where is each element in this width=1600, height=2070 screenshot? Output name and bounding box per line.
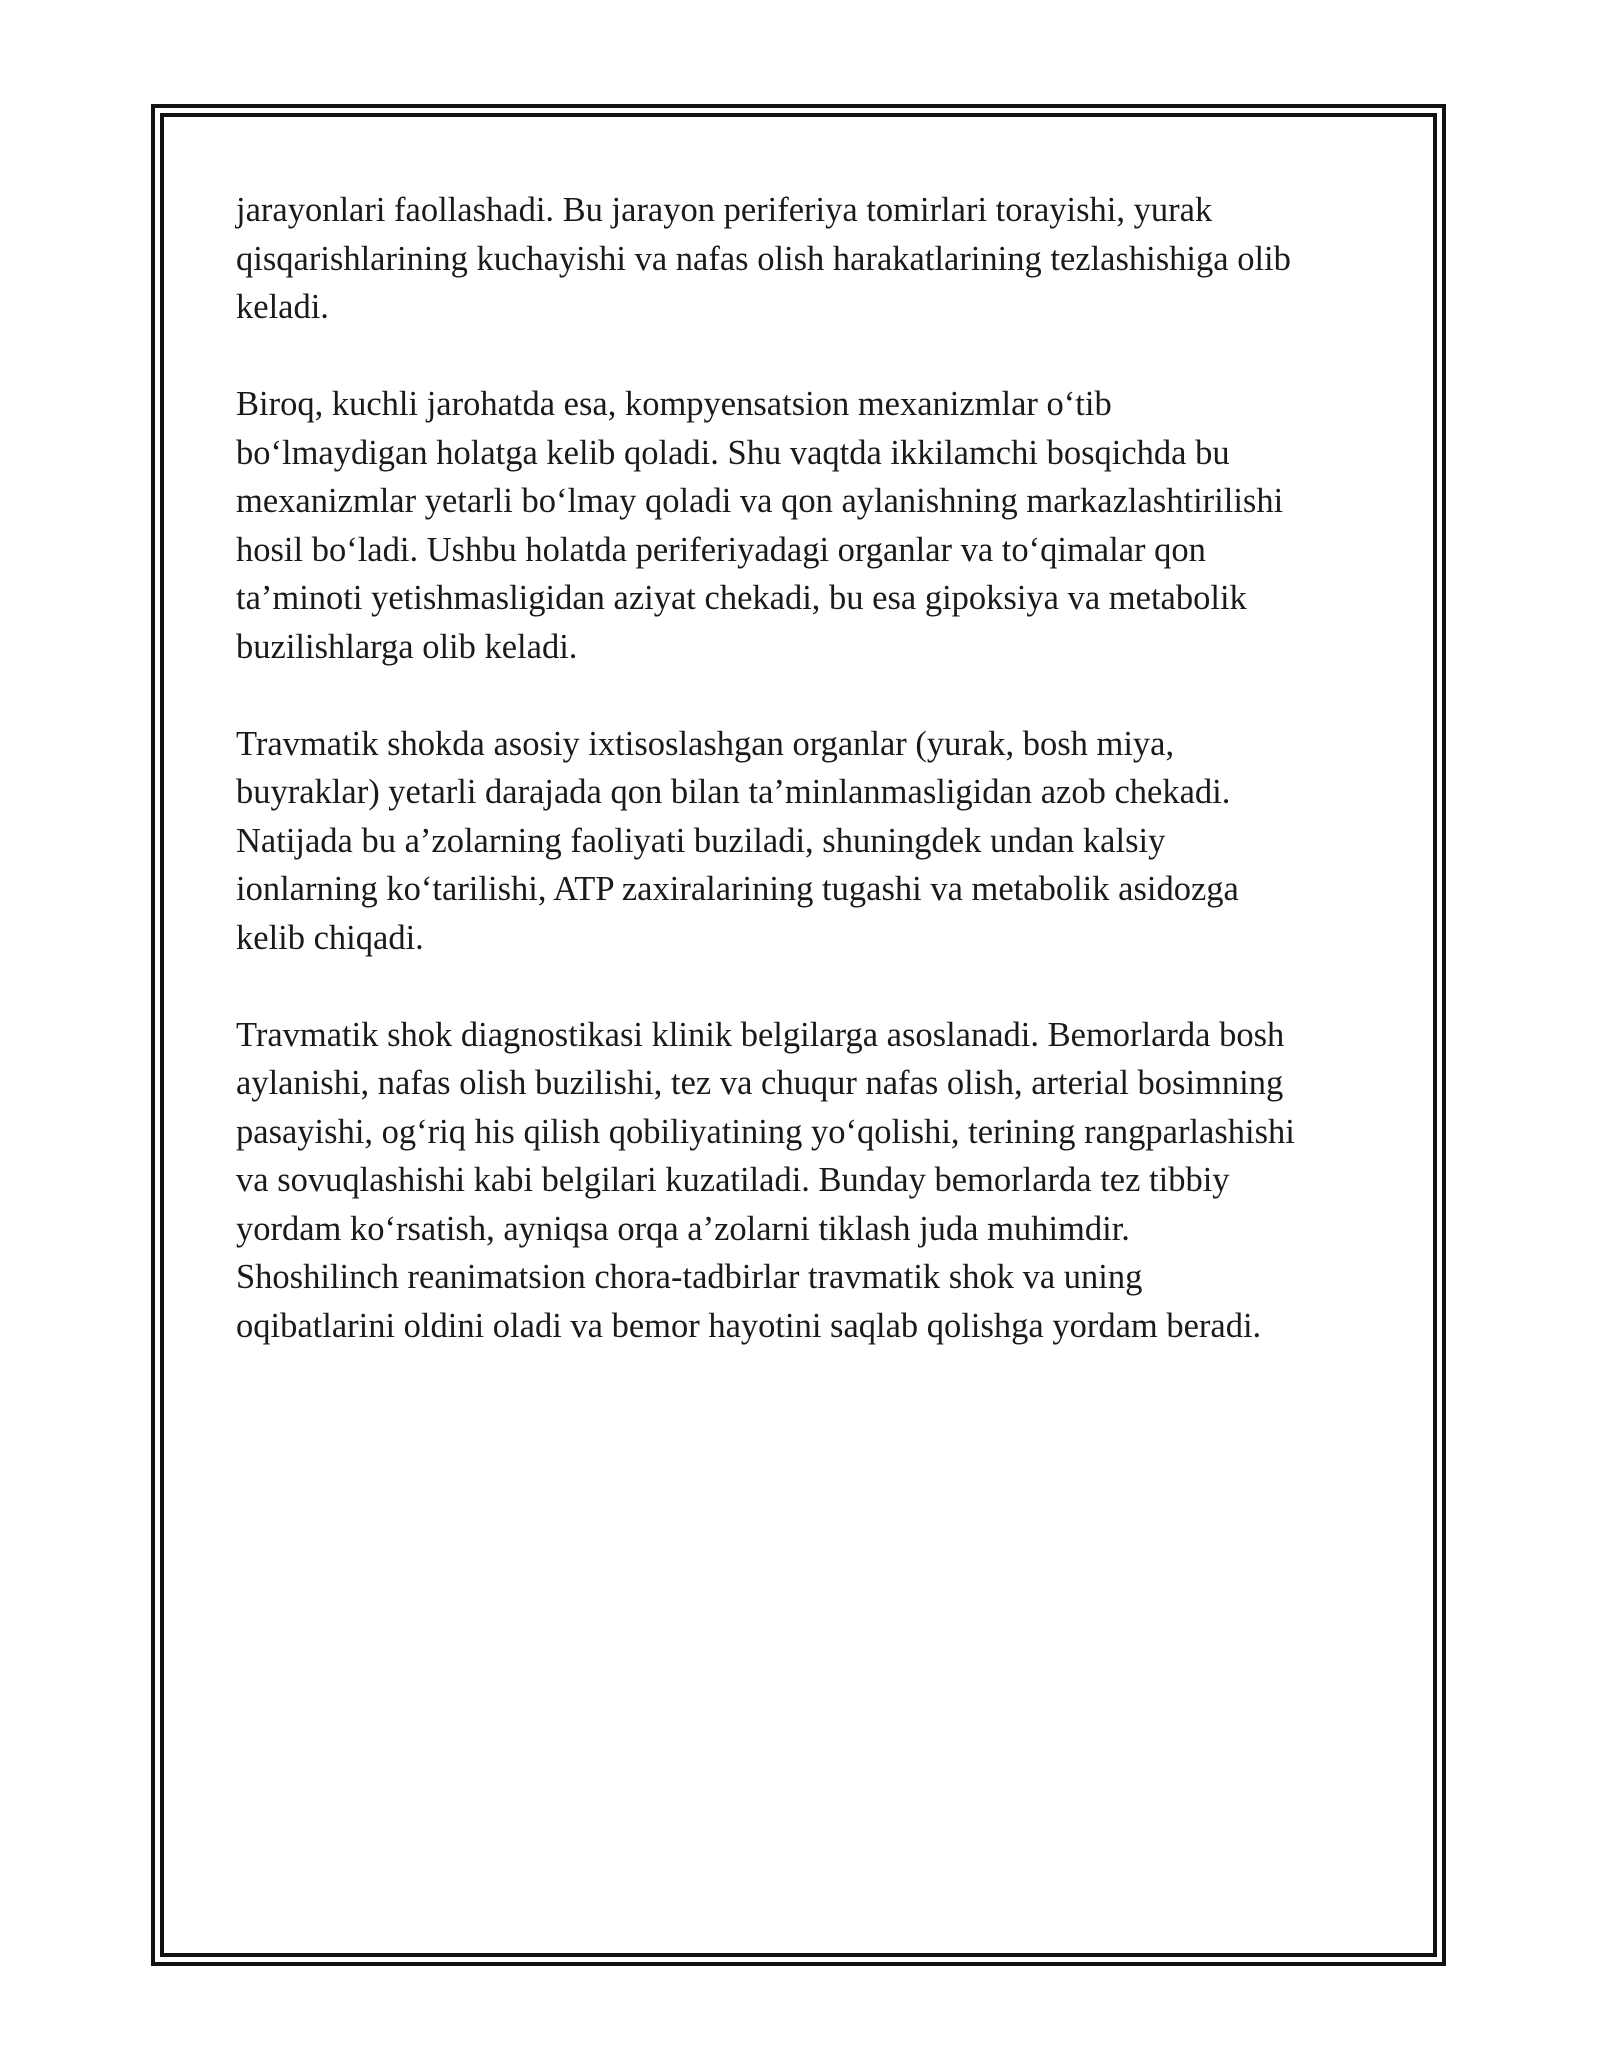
text-line: hosil bo‘ladi. Ushbu holatda periferiyadagi organlar va to‘qimalar qon [236, 530, 1206, 569]
text-line: va sovuqlashishi kabi belgilari kuzatiladi. Bunday bemorlarda tez tibbiy [236, 1161, 1230, 1199]
text-line: buzilishlarga olib keladi. [236, 627, 578, 666]
text-line: keladi. [236, 288, 329, 326]
text-line: Biroq, kuchli jarohatda esa, kompyensatsion mexanizmlar o‘tib [236, 385, 1112, 423]
text-line: Travmatik shok diagnostikasi klinik belgilarga asoslanadi. Bemorlarda bosh [236, 1015, 1285, 1054]
text-line: buyraklar) yetarli darajada qon bilan ta’minlanmasligidan azob chekadi. [236, 773, 1231, 811]
paragraph-2 [236, 380, 1376, 671]
text-line: pasayishi, og‘riq his qilish qobiliyatining yo‘qolishi, terining rangparlashishi [236, 1112, 1295, 1151]
text-line: Shoshilinch reanimatsion chora-tadbirlar travmatik shok va uning [236, 1258, 1143, 1296]
text-line: jarayonlari faollashadi. Bu jarayon periferiya tomirlari torayishi, yurak [236, 191, 1213, 229]
text-line: bo‘lmaydigan holatga kelib qoladi. Shu vaqtda ikkilamchi bosqichda bu [236, 433, 1230, 472]
text-line: Travmatik shokda asosiy ixtisoslashgan organlar (yurak, bosh miya, [236, 724, 1175, 763]
text-line: yordam ko‘rsatish, ayniqsa orqa a’zolarni tiklash juda muhimdir. [236, 1209, 1130, 1248]
text-line: qisqarishlarining kuchayishi va nafas olish harakatlarining tezlashishiga olib [236, 239, 1291, 278]
text-line: oqibatlarini oldini oladi va bemor hayotini saqlab qolishga yordam beradi. [236, 1306, 1262, 1345]
paragraph-3 [236, 720, 1376, 963]
text-line: ionlarning ko‘tarilishi, ATP zaxiralarining tugashi va metabolik asidozga [236, 870, 1239, 908]
text-line: aylanishi, nafas olish buzilishi, tez va chuqur nafas olish, arterial bosimning [236, 1064, 1284, 1102]
text-line: mexanizmlar yetarli bo‘lmay qoladi va qon aylanishning markazlashtirilishi [236, 482, 1284, 520]
text-line: kelib chiqadi. [236, 918, 424, 957]
text-line: ta’minoti yetishmasligidan aziyat chekadi, bu esa gipoksiya va metabolik [236, 579, 1247, 617]
paragraph-1 [236, 186, 1376, 332]
paragraph-4 [236, 1011, 1376, 1351]
document-body [236, 186, 1376, 1399]
text-line: Natijada bu a’zolarning faoliyati buziladi, shuningdek undan kalsiy [236, 821, 1166, 860]
